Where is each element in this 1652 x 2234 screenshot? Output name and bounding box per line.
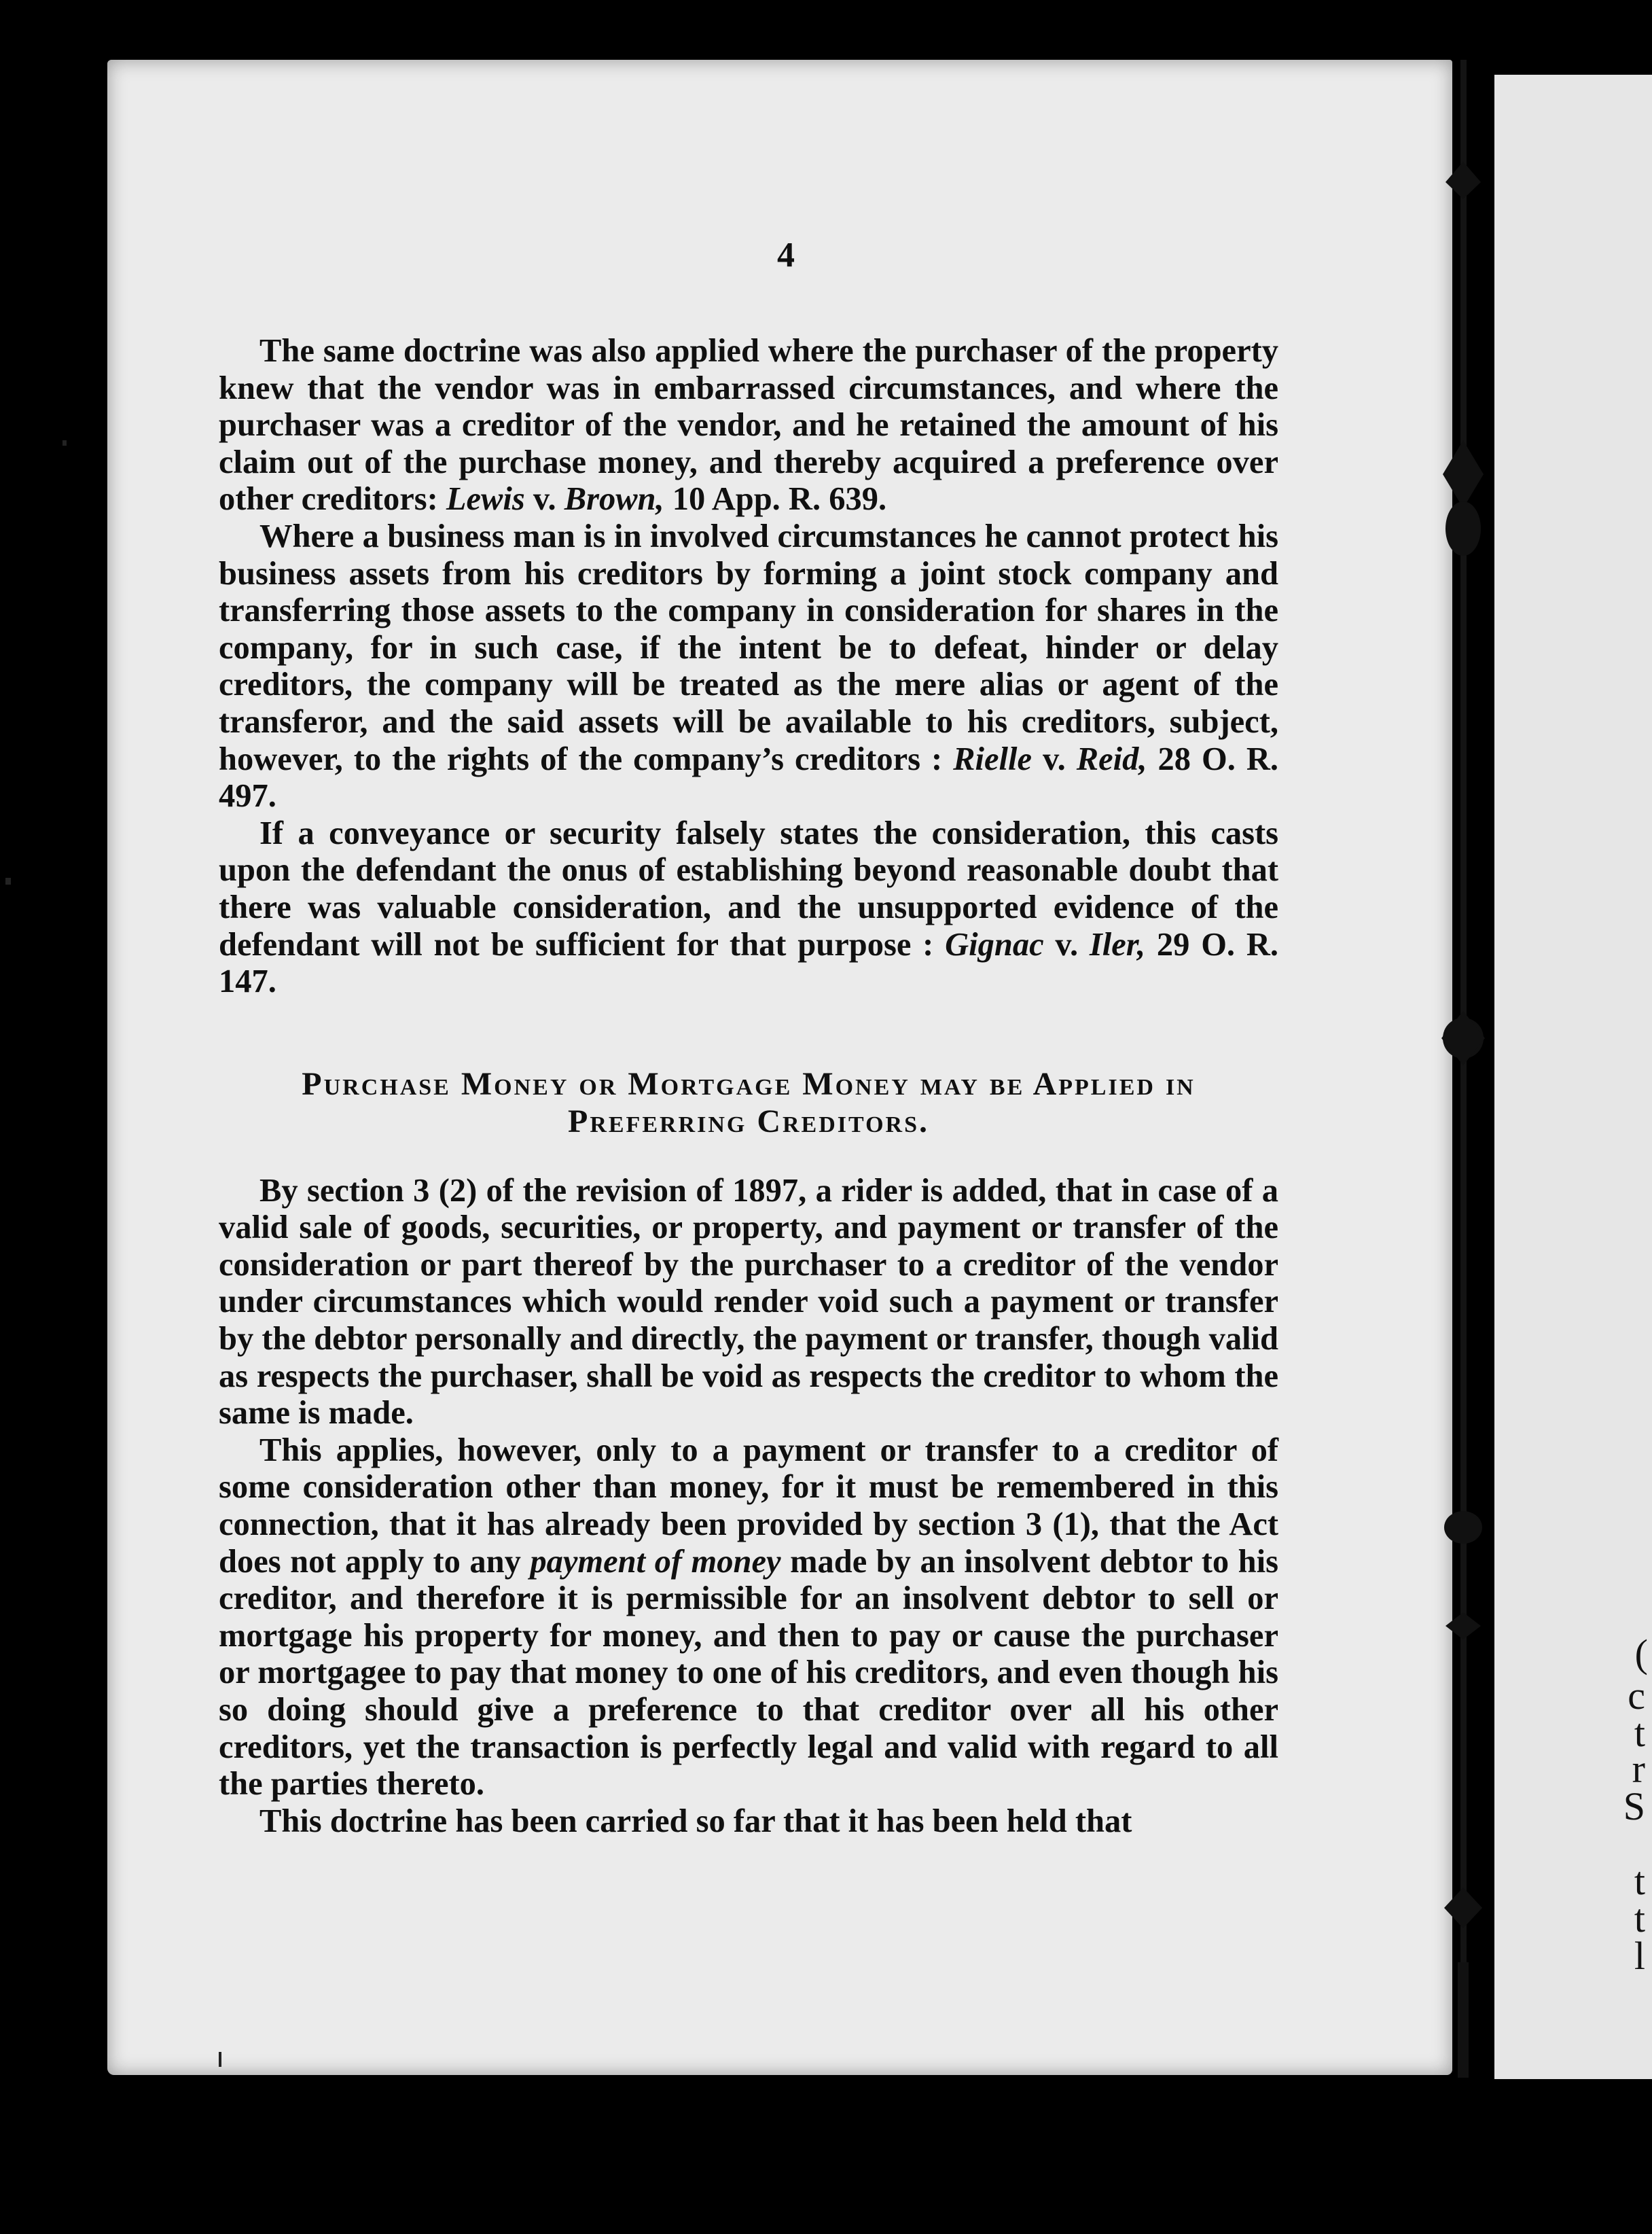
case-citation: Brown, <box>564 481 664 518</box>
scan-speck <box>5 878 11 885</box>
text-run: 10 App. R. 639. <box>664 481 887 518</box>
case-citation: Rielle <box>953 741 1032 777</box>
adjacent-page-fragment: l <box>1634 1934 1645 1978</box>
case-citation: Reid, <box>1076 741 1147 777</box>
text-run: v. <box>1043 926 1090 963</box>
page-text <box>219 238 1278 1840</box>
paragraph <box>219 1432 1278 1803</box>
page-number: 4 <box>777 236 795 274</box>
paragraph <box>219 518 1278 815</box>
case-citation: payment of money <box>530 1543 781 1580</box>
text-run: The same doctrine was also applied where the purchaser of the property knew that the vendor was in embarrassed circumstances, and where the purchaser was a creditor of the vendor, and he retained the amount of his claim out of the purchase money, and thereby acquired a preference over other creditors: <box>219 333 1278 518</box>
text-run: This doctrine has been carried so far that it has been held that <box>259 1803 1132 1839</box>
paragraph <box>219 333 1278 518</box>
text-run: v. <box>524 481 564 518</box>
text-run: By section 3 (2) of the revision of 1897, a rider is added, that in case of a valid sale of goods, securities, or property, and payment or transfer of the consideration or part thereof by the purchaser to a creditor of the vendor under circumstances which would render void such a payment or transfer by the debtor personally and directly, the payment or transfer, though valid as respects the purchaser, shall be void as respects the creditor to whom the same is made. <box>219 1172 1278 1432</box>
adjacent-page-fragment: c <box>1628 1673 1645 1718</box>
text-run: Where a business man is in involved circumstances he cannot protect his business assets from his creditors by forming a joint stock company and transferring those assets to the company in consideration for shares in the company, for in such case, if the intent be to defeat, hinder or delay creditors, the company will be treated as the mere alias or agent of the transferor, and the said assets will be available to his creditors, subject, however, to the rights of the company’s creditors : <box>219 518 1278 777</box>
section-heading <box>219 1065 1278 1140</box>
case-citation: Lewis <box>446 481 525 518</box>
adjacent-page-fragment: t <box>1634 1711 1645 1755</box>
adjacent-page-fragment: t <box>1634 1859 1645 1903</box>
text-run: This applies, however, only to a payment or transfer to a creditor of some consideration other than money, for it must be remembered in this connection, that it has already been provided by section 3 (1), that the Act does not apply to any <box>219 1432 1278 1580</box>
adjacent-page-fragment: r <box>1632 1747 1645 1791</box>
scan-speck <box>62 440 67 446</box>
section-heading-line: Preferring Creditors. <box>568 1103 929 1139</box>
paragraph <box>219 1803 1278 1841</box>
scan-speck <box>219 2052 221 2067</box>
body-text-after-heading <box>219 1173 1278 1841</box>
adjacent-page-fragment: S <box>1623 1784 1645 1828</box>
case-citation: Gignac <box>945 926 1044 963</box>
text-run: v. <box>1032 741 1077 777</box>
section-heading-line: Purchase Money or Mortgage Money may be Applied in <box>302 1065 1196 1102</box>
case-citation: Iler, <box>1089 926 1146 963</box>
text-run: 28 O. R. 497. <box>219 741 1279 815</box>
adjacent-page-fragment: ( <box>1634 1631 1648 1676</box>
text-run: 29 O. R. 147. <box>219 926 1278 1000</box>
adjacent-page-fragment: t <box>1634 1896 1645 1940</box>
paragraph <box>219 1173 1278 1432</box>
text-run: made by an insolvent debtor to his creditor, and therefore it is permissible for an insolvent debtor to sell or mortgage his property for money, and then to pay or cause the purchaser or mortgagee to pay that money to one of his creditors, and even though his so doing should give a preference to that creditor over all his other creditors, yet the transaction is perfectly legal and valid with regard to all the parties thereto. <box>219 1543 1278 1803</box>
text-run: If a conveyance or security falsely states the consideration, this casts upon the defendant the onus of establishing beyond reasonable doubt that there was valuable consideration, and the unsupported evidence of the defendant will not be sufficient for that purpose : <box>219 815 1278 963</box>
adjacent-page-edge <box>1494 75 1652 2079</box>
binding-thread-icon <box>1437 60 1489 2078</box>
paragraph <box>219 815 1278 1001</box>
body-text-before-heading <box>219 333 1278 1001</box>
